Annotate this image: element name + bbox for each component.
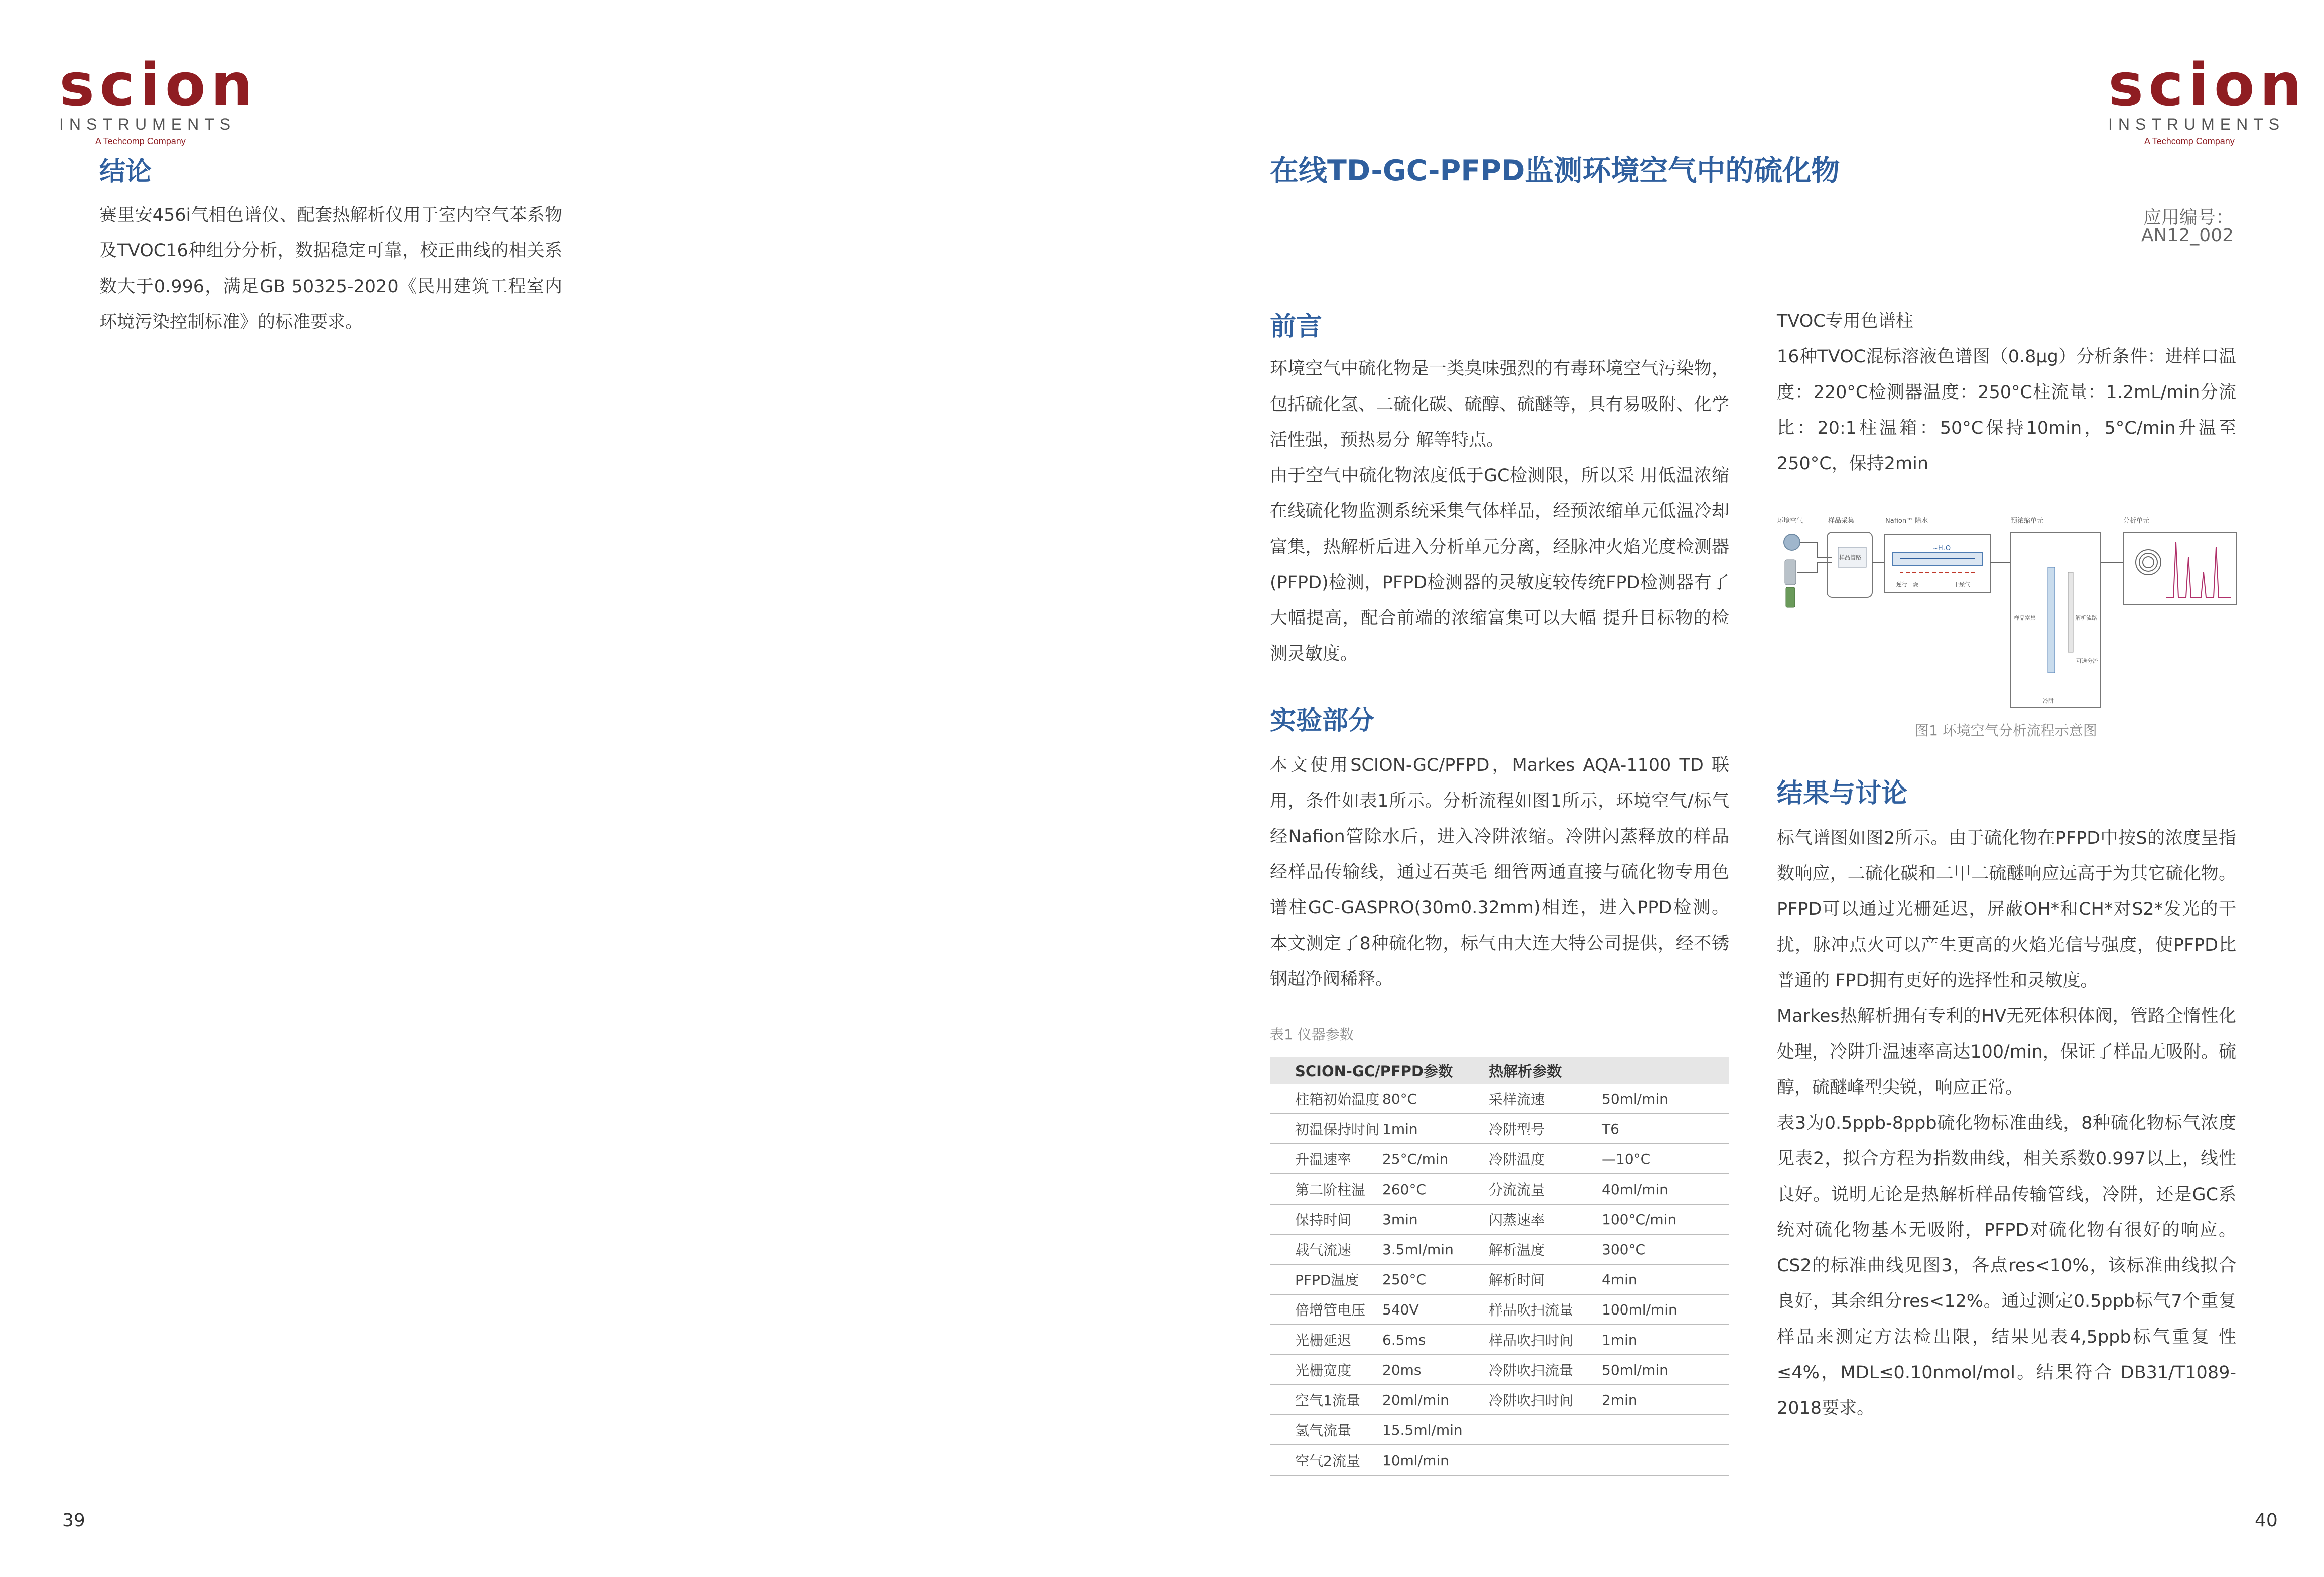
table-cell: 样品吹扫时间	[1489, 1325, 1602, 1355]
table-cell: 初温保持时间	[1270, 1114, 1382, 1144]
table-header-row	[1270, 1057, 1729, 1084]
table-cell: 250°C	[1382, 1264, 1489, 1294]
logo-tagline: A Techcomp Company	[2144, 136, 2235, 146]
table-cell: 540V	[1382, 1294, 1489, 1325]
table-cell: 闪蒸速率	[1489, 1204, 1602, 1234]
flow-label-reverse-dry: 逆行干燥	[1896, 581, 1918, 588]
experiment-paragraph: 本文使用SCION-GC/PFPD，Markes AQA-1100 TD 联用，条件如表1所示。分析流程如图1所示，环境空气/标气经Nafion管除水后，进入冷阱浓缩。冷阱闪蒸释放的样品经样品传输线，通过石英毛 细管两通直接与硫化物专用色谱柱GC-GASPRO(30m0.32mm)相连，进入PPD检测。本文测定了8种硫化物，标气由大连大特公司提供，经不锈钢超净阀稀释。	[1270, 755, 1729, 989]
logo-subtitle: INSTRUMENTS	[59, 115, 236, 134]
results-paragraph-1: 标气谱图如图2所示。由于硫化物在PFPD中按S的浓度呈指数响应，二硫化碳和二甲二硫醚响应远高于为其它硫化物。PFPD可以通过光栅延迟，屏蔽OH*和CH*对S2*发光的干扰，脉冲点火可以产生更高的火焰光信号强度，使PFPD比普通的 FPD拥有更好的选择性和灵敏度。	[1777, 828, 2236, 991]
table-cell: 冷阱吹扫时间	[1489, 1385, 1602, 1415]
table-cell: 解析温度	[1489, 1234, 1602, 1264]
table-cell: —10°C	[1602, 1144, 1729, 1174]
table-cell: 光栅宽度	[1270, 1355, 1382, 1385]
table-cell: 倍增管电压	[1270, 1294, 1382, 1325]
tvoc-conditions: 16种TVOC混标溶液色谱图（0.8μg）分析条件：进样口温度：220°C检测器温度：250°C柱流量：1.2mL/min分流比：20:1柱温箱：50°C保持10min，5°C/min升温至250°C，保持2min	[1777, 347, 2236, 474]
table-cell: 4min	[1602, 1264, 1729, 1294]
table-cell: 冷阱型号	[1489, 1114, 1602, 1144]
table-cell: 2min	[1602, 1385, 1729, 1415]
table-cell: 100ml/min	[1602, 1294, 1729, 1325]
table-body	[1270, 1084, 1729, 1475]
table-row	[1270, 1174, 1729, 1204]
logo-right	[2108, 50, 2307, 146]
conclusion-paragraph: 赛里安456i气相色谱仪、配套热解析仪用于室内空气苯系物及TVOC16种组分分析，数据稳定可靠，校正曲线的相关系数大于0.996，满足GB 50325-2020《民用建筑工程室内环境污染控制标准》的标准要求。	[99, 205, 562, 332]
flow-label-dry-gas: 干燥气	[1954, 581, 1970, 588]
table-row	[1270, 1144, 1729, 1174]
table-cell: 氢气流量	[1270, 1415, 1382, 1445]
table-cell: 冷阱吹扫流量	[1489, 1355, 1602, 1385]
table-row	[1270, 1325, 1729, 1355]
table-cell	[1489, 1415, 1602, 1445]
intro-paragraph-2: 由于空气中硫化物浓度低于GC检测限，所以采 用低温浓缩在线硫化物监测系统采集气体样品，经预浓缩单元低温冷却富集，热解析后进入分析单元分离，经脉冲火焰光度检测器(PFPD)检测，PFPD检测器的灵敏度较传统FPD检测器有了大幅提高，配合前端的浓缩富集可以大幅 提升目标物的检测灵敏度。	[1270, 466, 1729, 664]
results-paragraph-2: Markes热解析拥有专利的HV无死体积体阀，管路全惰性化处理，冷阱升温速率高达100/min，保证了样品无吸附。硫醇，硫醚峰型尖锐，响应正常。	[1777, 1006, 2236, 1098]
application-number: 应用编号：AN12_002	[2141, 207, 2234, 246]
instrument-parameter-table	[1270, 1057, 1729, 1476]
table-cell: 空气1流量	[1270, 1385, 1382, 1415]
flow-label-ambient-air: 环境空气	[1777, 517, 1803, 525]
flow-label-preconc: 预浓缩单元	[2011, 517, 2044, 525]
flow-label-sample-line: 样品管路	[1839, 554, 1861, 561]
table-cell: 20ms	[1382, 1355, 1489, 1385]
table-cell: T6	[1602, 1114, 1729, 1144]
flow-diagram-svg	[1777, 512, 2239, 713]
chromatogram-peaks-icon	[2166, 542, 2231, 597]
table-cell: 冷阱温度	[1489, 1144, 1602, 1174]
table-cell: 空气2流量	[1270, 1445, 1382, 1475]
table-cell	[1602, 1415, 1729, 1445]
table-cell: 光栅延迟	[1270, 1325, 1382, 1355]
results-paragraph-3: 表3为0.5ppb-8ppb硫化物标准曲线，8种硫化物标气浓度见表2，拟合方程为指数曲线，相关系数0.997以上，线性良好。说明无论是热解析样品传输管线，冷阱，还是GC系统对硫化物基本无吸附，PFPD对硫化物有很好的响应。CS2的标准曲线见图3，各点res<10%，该标准曲线拟合良好，其余组分res<12%。通过测定0.5ppb标气7个重复样品来测定方法检出限，结果见表4,5ppb标气重复 性≤4%，MDL≤0.10nmol/mol。结果符合 DB31/T1089-2018要求。	[1777, 1113, 2236, 1418]
table-cell: 300°C	[1602, 1234, 1729, 1264]
table-cell: 10ml/min	[1382, 1445, 1489, 1475]
table-cell: 分流流量	[1489, 1174, 1602, 1204]
table-cell: 3.5ml/min	[1382, 1234, 1489, 1264]
gas-cylinder-green-icon	[1786, 587, 1795, 607]
table-row	[1270, 1355, 1729, 1385]
air-sphere-icon	[1784, 534, 1800, 550]
table-cell: 260°C	[1382, 1174, 1489, 1204]
table-caption: 表1 仪器参数	[1270, 1026, 1354, 1043]
table-row	[1270, 1445, 1729, 1475]
table-cell: 6.5ms	[1382, 1325, 1489, 1355]
intro-paragraph-1: 环境空气中硫化物是一类臭味强烈的有毒环境空气污染物，包括硫化氢、二硫化碳、硫醇、硫醚等，具有易吸附、化学活性强，预热易分 解等特点。	[1270, 359, 1729, 450]
flow-diagram-figure	[1777, 512, 2239, 713]
logo-tagline: A Techcomp Company	[95, 136, 186, 146]
desorb-tube	[2068, 572, 2073, 652]
intro-heading: 前言	[1270, 312, 1323, 342]
column-note	[1777, 304, 2236, 482]
flow-label-sampling: 样品采集	[1828, 517, 1855, 525]
intro-body	[1270, 351, 1729, 672]
figure-caption: 图1 环境空气分析流程示意图	[1915, 722, 2097, 739]
table-cell: 50ml/min	[1602, 1355, 1729, 1385]
cold-trap-tube	[2048, 567, 2055, 673]
flow-label-analysis: 分析单元	[2123, 517, 2150, 525]
table-cell: 80°C	[1382, 1084, 1489, 1114]
experiment-heading: 实验部分	[1270, 706, 1375, 736]
flow-label-desorb: 解析流路	[2075, 615, 2097, 621]
table-cell: 升温速率	[1270, 1144, 1382, 1174]
table-cell: 1min	[1602, 1325, 1729, 1355]
table-cell: 25°C/min	[1382, 1144, 1489, 1174]
table-cell: 载气流速	[1270, 1234, 1382, 1264]
results-body	[1777, 821, 2236, 1426]
table-row	[1270, 1415, 1729, 1445]
table-cell: 1min	[1382, 1114, 1489, 1144]
table-cell: 柱箱初始温度	[1270, 1084, 1382, 1114]
flow-label-h2o: ~H₂O	[1932, 545, 1951, 552]
table-cell: 20ml/min	[1382, 1385, 1489, 1415]
table-cell: 解析时间	[1489, 1264, 1602, 1294]
table-row	[1270, 1264, 1729, 1294]
analysis-unit-box	[2123, 532, 2236, 605]
table-row	[1270, 1084, 1729, 1114]
results-heading: 结果与讨论	[1777, 778, 1908, 809]
gas-cylinder-icon	[1785, 560, 1796, 585]
flow-label-nafion: Nafion™ 除水	[1885, 517, 1928, 525]
conclusion-heading: 结论	[99, 157, 152, 187]
table-cell: 40ml/min	[1602, 1174, 1729, 1204]
logo-subtitle: INSTRUMENTS	[2108, 115, 2285, 134]
table-cell: 第二阶柱温	[1270, 1174, 1382, 1204]
table-row	[1270, 1114, 1729, 1144]
logo-wordmark: scion	[2108, 50, 2307, 119]
table-row	[1270, 1204, 1729, 1234]
table-cell: 100°C/min	[1602, 1204, 1729, 1234]
table-cell	[1489, 1445, 1602, 1475]
logo-wordmark: scion	[59, 50, 258, 119]
table-cell: 15.5ml/min	[1382, 1415, 1489, 1445]
logo-left	[59, 50, 258, 146]
table-cell: 采样流速	[1489, 1084, 1602, 1114]
page-number-left: 39	[62, 1510, 85, 1531]
page-number-right: 40	[2255, 1510, 2278, 1531]
table-cell	[1602, 1445, 1729, 1475]
table-row	[1270, 1234, 1729, 1264]
flow-label-split: 可选分流	[2076, 658, 2098, 664]
tvoc-column-label: TVOC专用色谱柱	[1777, 311, 1913, 331]
table-row	[1270, 1385, 1729, 1415]
article-title: 在线TD-GC-PFPD监测环境空气中的硫化物	[1270, 154, 1840, 187]
table-cell: 样品吹扫流量	[1489, 1294, 1602, 1325]
table-header-td: 热解析参数	[1489, 1057, 1729, 1084]
table-cell: 保持时间	[1270, 1204, 1382, 1234]
table-cell: 3min	[1382, 1204, 1489, 1234]
table-cell: PFPD温度	[1270, 1264, 1382, 1294]
table-header-gc: SCION-GC/PFPD参数	[1270, 1057, 1489, 1084]
table-row	[1270, 1294, 1729, 1325]
table-cell: 50ml/min	[1602, 1084, 1729, 1114]
flow-label-cold-trap: 冷阱	[2043, 698, 2054, 704]
flow-label-sample-enrich: 样品富集	[2014, 615, 2036, 621]
